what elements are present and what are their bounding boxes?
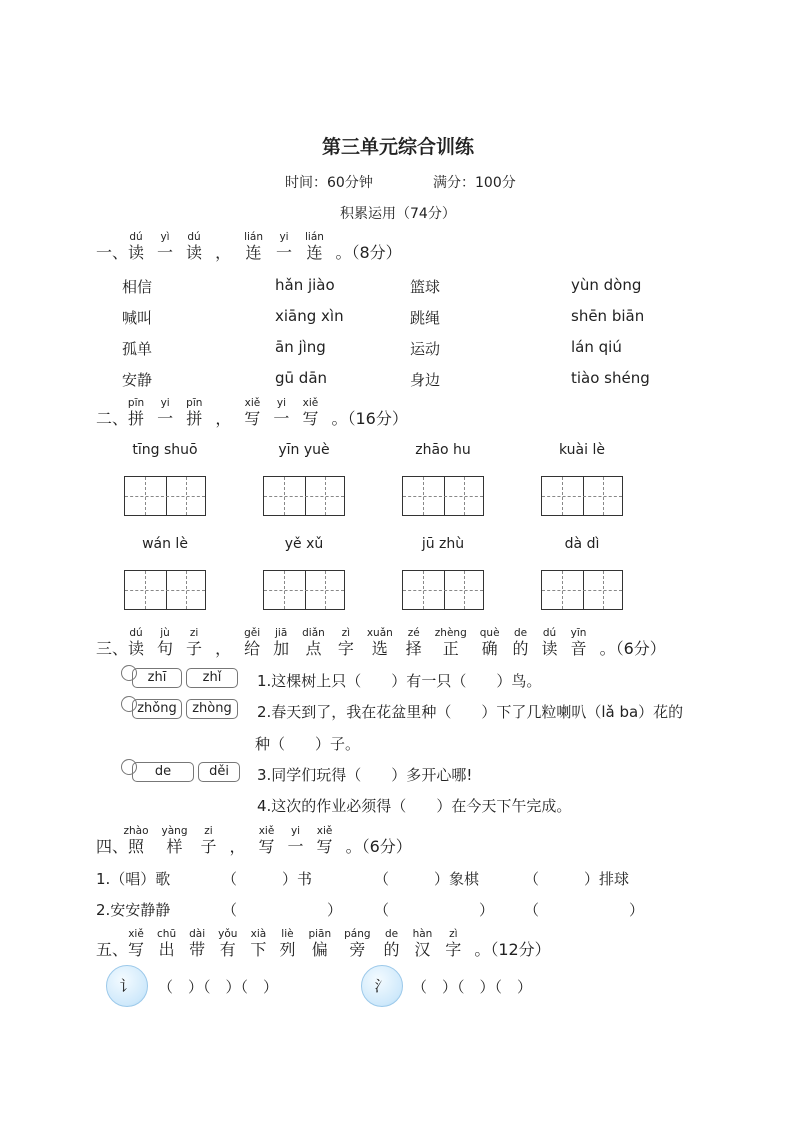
ruby-char: 连lián xyxy=(305,231,324,262)
ruby-char: 照zhào xyxy=(123,825,149,856)
full-score: 满分：100分 xyxy=(433,175,516,191)
pinyin-card: zhǐ xyxy=(186,668,238,688)
pinyin-word: xiāng xìn xyxy=(275,307,344,325)
question-2: 2.春天到了，我在花盆里种（ ）下了几粒喇叭（lǎ ba）花的 xyxy=(257,703,684,721)
section-number: 一、 xyxy=(96,243,129,262)
chinese-word: 篮球 xyxy=(410,278,441,296)
chinese-word: 喊叫 xyxy=(122,309,153,327)
section-2-heading xyxy=(96,398,408,429)
pinyin-word: gū dān xyxy=(275,369,328,387)
ruby-char: 一yi xyxy=(287,825,304,856)
pinyin-prompt: jū zhù xyxy=(421,536,465,552)
page-title: 第三单元综合训练 xyxy=(322,136,475,158)
ruby-char: 选xuǎn xyxy=(366,627,393,658)
ruby-char: 加jiā xyxy=(273,627,290,658)
example-row-2-d: （ ） xyxy=(524,901,645,919)
section-number: 四、 xyxy=(96,837,129,856)
ruby-char: 偏piān xyxy=(308,928,332,959)
section-score: 。（16分） xyxy=(331,409,408,428)
writing-grid[interactable] xyxy=(402,476,484,516)
chinese-word: 相信 xyxy=(122,278,153,296)
section-number: 五、 xyxy=(96,940,129,959)
pinyin-card: zhǒng xyxy=(132,699,182,719)
section-3-heading xyxy=(96,628,666,659)
section-score: 。（12分） xyxy=(474,940,551,959)
question-4: 4.这次的作业必须得（ ）在今天下午完成。 xyxy=(257,797,572,815)
ruby-char: 的de xyxy=(383,928,400,959)
ruby-char: 音yīn xyxy=(570,627,587,658)
section-number: 二、 xyxy=(96,409,129,428)
example-row-1-d: （ ）排球 xyxy=(524,870,630,888)
ruby-char: 样yàng xyxy=(161,825,188,856)
ruby-char: 写xiě xyxy=(244,397,261,428)
ruby-char: 写xiě xyxy=(316,825,333,856)
part-heading: 积累运用（74分） xyxy=(340,206,456,222)
ruby-char: 写xiě xyxy=(128,928,145,959)
radical-badge: 氵 xyxy=(361,965,403,1007)
ruby-char: 点diǎn xyxy=(302,627,325,658)
section-score: 。（6分） xyxy=(345,837,412,856)
writing-grid[interactable] xyxy=(402,570,484,610)
ruby-char: 读dú xyxy=(128,231,145,262)
pinyin-prompt: dà dì xyxy=(564,536,600,552)
ruby-char: 一yì xyxy=(157,231,174,262)
radical-blanks: （ ）（ ）（ ） xyxy=(412,978,533,996)
ruby-char: 带dài xyxy=(189,928,206,959)
ruby-char: 写xiě xyxy=(302,397,319,428)
pinyin-prompt: wán lè xyxy=(142,536,188,552)
question-3: 3.同学们玩得（ ）多开心哪! xyxy=(257,766,473,784)
ruby-char: 字zì xyxy=(337,627,354,658)
writing-grid[interactable] xyxy=(263,476,345,516)
writing-grid[interactable] xyxy=(124,476,206,516)
ruby-char: 旁páng xyxy=(344,928,371,959)
ruby-char: 写xiě xyxy=(258,825,275,856)
pinyin-prompt: kuài lè xyxy=(559,442,605,458)
writing-grid[interactable] xyxy=(541,570,623,610)
ruby-char: 下xià xyxy=(250,928,267,959)
chinese-word: 安静 xyxy=(122,371,153,389)
ruby-char: 连lián xyxy=(244,231,264,262)
section-5-heading xyxy=(96,929,551,960)
pinyin-word: lán qiú xyxy=(571,338,622,356)
ruby-char: ， xyxy=(215,243,232,262)
ruby-char: 正zhèng xyxy=(434,627,467,658)
ruby-char: 拼pīn xyxy=(127,397,145,428)
pinyin-card: de xyxy=(132,762,194,782)
time-limit: 时间：60分钟 xyxy=(285,175,373,191)
ruby-char: 读dú xyxy=(186,231,203,262)
radical-badge: 讠 xyxy=(106,965,148,1007)
ruby-char: 出chū xyxy=(157,928,177,959)
section-score: 。（6分） xyxy=(599,639,666,658)
ruby-char: 子zi xyxy=(200,825,217,856)
pinyin-word: shēn biān xyxy=(571,307,645,325)
example-row-1-a: 1.（唱）歌 xyxy=(96,870,171,888)
ruby-char: 字zì xyxy=(445,928,462,959)
chinese-word: 孤单 xyxy=(122,340,153,358)
pinyin-card: zhòng xyxy=(186,699,238,719)
ruby-char: 确què xyxy=(479,627,500,658)
ruby-char: 拼pīn xyxy=(186,397,203,428)
writing-grid[interactable] xyxy=(541,476,623,516)
chinese-word: 运动 xyxy=(410,340,441,358)
pinyin-prompt: tīng shuō xyxy=(132,442,198,458)
question-2-cont: 种（ ）子。 xyxy=(255,735,361,753)
ruby-char: ， xyxy=(215,409,232,428)
example-row-2-a: 2.安安静静 xyxy=(96,901,171,919)
ruby-char: 列liè xyxy=(279,928,296,959)
ruby-char: 一yi xyxy=(157,397,174,428)
ruby-char: ， xyxy=(215,639,232,658)
pinyin-prompt: yě xǔ xyxy=(284,536,324,552)
pinyin-prompt: zhāo hu xyxy=(415,442,471,458)
ruby-char: 择zé xyxy=(405,627,422,658)
radical-blanks: （ ）（ ）（ ） xyxy=(158,978,279,996)
example-row-2-c: （ ） xyxy=(374,901,495,919)
pinyin-prompt: yīn yuè xyxy=(278,442,330,458)
section-score: 。（8分） xyxy=(335,243,402,262)
example-row-1-c: （ ）象棋 xyxy=(374,870,480,888)
pinyin-word: hǎn jiào xyxy=(275,276,335,294)
ruby-char: 的de xyxy=(512,627,529,658)
ruby-char: 读dú xyxy=(541,627,558,658)
example-row-2-b: （ ） xyxy=(222,901,343,919)
question-1: 1.这棵树上只（ ）有一只（ ）鸟。 xyxy=(257,672,542,690)
pinyin-card: děi xyxy=(198,762,240,782)
pinyin-word: yùn dòng xyxy=(571,276,642,294)
writing-grid[interactable] xyxy=(263,570,345,610)
ruby-char: 一yi xyxy=(273,397,290,428)
ruby-char: 给gěi xyxy=(244,627,261,658)
ruby-char: 句jù xyxy=(157,627,174,658)
section-1-heading xyxy=(96,232,402,263)
chinese-word: 跳绳 xyxy=(410,309,441,327)
chinese-word: 身边 xyxy=(410,371,441,389)
pinyin-word: ān jìng xyxy=(275,338,326,356)
example-row-1-b: （ ）书 xyxy=(222,870,313,888)
pinyin-word: tiào shéng xyxy=(571,369,650,387)
ruby-char: 汉hàn xyxy=(412,928,433,959)
section-number: 三、 xyxy=(96,639,129,658)
ruby-char: ， xyxy=(229,837,246,856)
ruby-char: 有yǒu xyxy=(218,928,238,959)
ruby-char: 一yi xyxy=(276,231,293,262)
ruby-char: 读dú xyxy=(128,627,145,658)
pinyin-card: zhī xyxy=(132,668,182,688)
section-4-heading xyxy=(96,826,412,857)
writing-grid[interactable] xyxy=(124,570,206,610)
ruby-char: 子zi xyxy=(186,627,203,658)
